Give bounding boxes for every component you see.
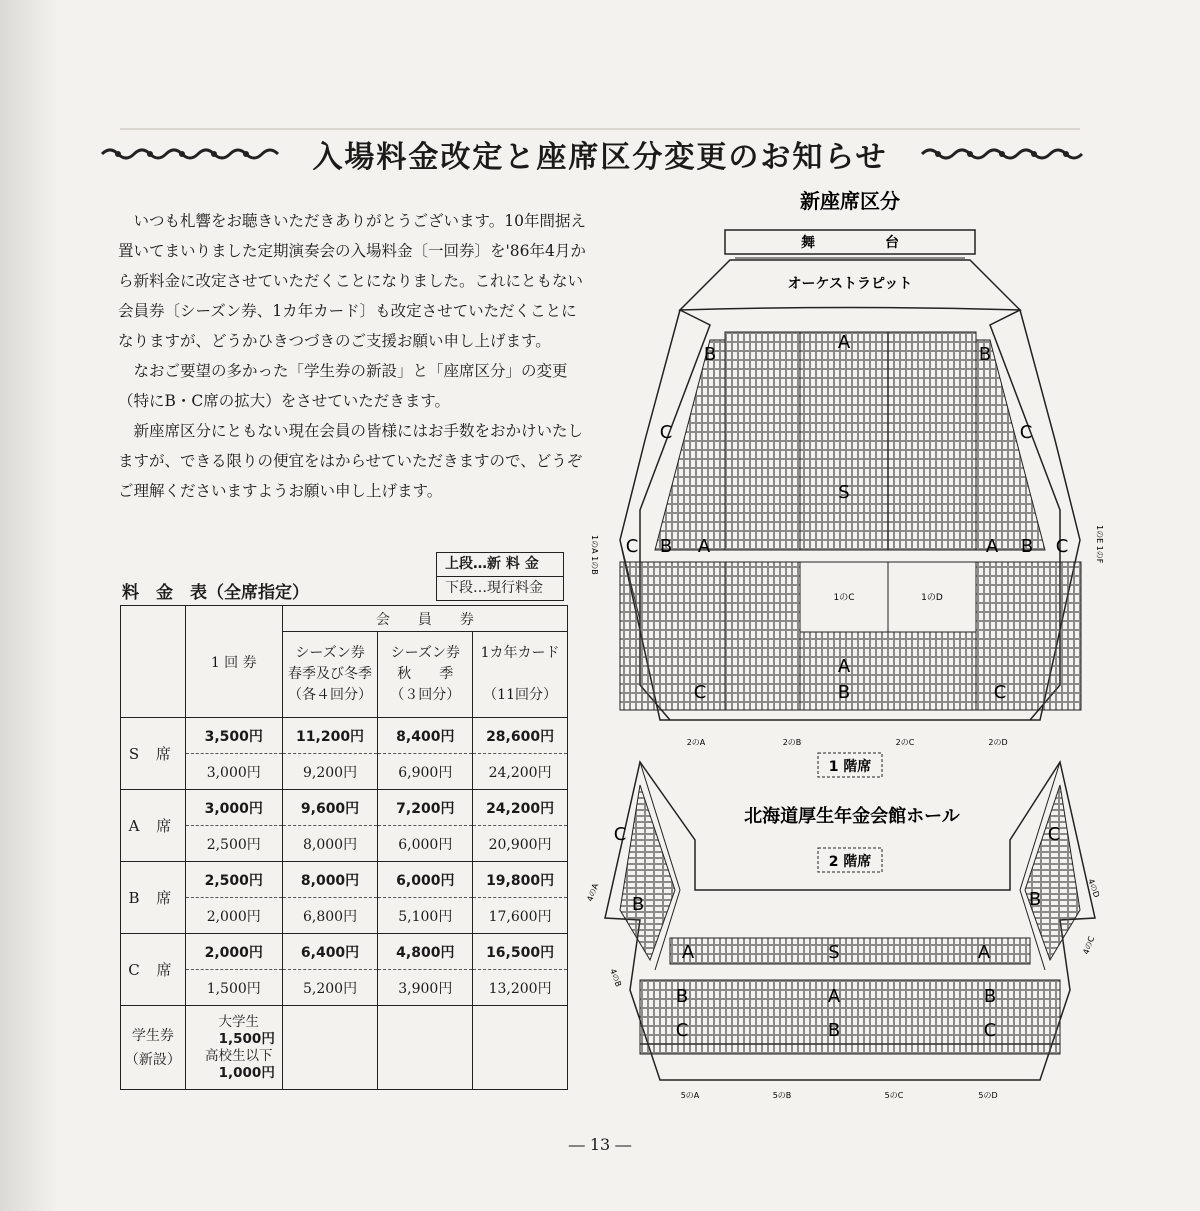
price-cell: 8,000円 <box>282 862 378 898</box>
door-label: 2のB <box>782 738 802 747</box>
price-cell: 11,200円 <box>282 718 378 754</box>
price-cell: 3,000円 <box>185 790 282 826</box>
door-label: 4のA <box>585 882 601 903</box>
price-cell: 2,500円 <box>185 826 282 862</box>
zone-b-label: B <box>1020 536 1034 557</box>
price-cell: 24,200円 <box>473 790 568 826</box>
price-cell: 6,000円 <box>378 862 473 898</box>
price-cell: 2,500円 <box>185 862 282 898</box>
zone-c-label: C <box>1055 536 1069 557</box>
door-label: 2のC <box>895 738 915 747</box>
zone-c-label: C <box>625 536 639 557</box>
legend-lower: 下段…現行料金 <box>445 580 543 596</box>
door-label: 4のD <box>1086 877 1102 899</box>
announcement-text <box>118 206 588 506</box>
price-cell: 9,200円 <box>282 754 378 790</box>
title-row <box>100 130 1090 176</box>
door-label: 4のC <box>1081 935 1097 956</box>
door-label: 5のB <box>772 1091 792 1100</box>
price-cell: 13,200円 <box>473 970 568 1006</box>
zone-b-label: B <box>983 986 997 1007</box>
side-door-right: 1のE 1のF <box>1095 525 1104 564</box>
row-label-a: A 席 <box>121 790 186 862</box>
right-ornament-icon <box>920 144 1090 164</box>
seat-block <box>655 340 725 550</box>
price-legend <box>436 552 564 601</box>
zone-a-label: A <box>985 536 999 557</box>
row-label-student: 学生券 （新設） <box>121 1006 186 1090</box>
seat-block <box>640 980 1060 1044</box>
paragraph-3: 新座席区分にともない現在会員の皆様にはお手数をおかけいたしますが、できる限りの便宜をはからせていただきますので、どうぞご理解くださいますようお願い申し上げます。 <box>118 422 584 500</box>
fee-table-title: 料 金 表（全席指定） <box>122 583 309 603</box>
price-cell: 24,200円 <box>473 754 568 790</box>
zone-b-label: B <box>631 894 645 915</box>
seat-block <box>620 562 725 710</box>
hall-name: 北海道厚生年金会館ホール <box>744 806 960 827</box>
zone-c-label: C <box>613 824 627 845</box>
page-number: ― 13 ― <box>568 1135 632 1154</box>
seat-block <box>976 562 1081 710</box>
seat-block <box>670 938 1030 964</box>
stage-label: 舞 台 <box>801 235 899 251</box>
price-cell: 3,500円 <box>185 718 282 754</box>
price-cell: 8,000円 <box>282 826 378 862</box>
zone-a-label: A <box>977 942 991 963</box>
zone-a-label: A <box>837 656 851 677</box>
zone-c-label: C <box>659 422 673 443</box>
seat-block <box>725 562 800 710</box>
price-cell: 6,400円 <box>282 934 378 970</box>
seat-block <box>800 632 976 710</box>
zone-a-label: A <box>827 986 841 1007</box>
empty-cell <box>473 1006 568 1090</box>
fee-table <box>120 605 568 1090</box>
zone-s-label: S <box>828 942 840 963</box>
header-season-b: シーズン券 秋 季 （３回分） <box>378 632 473 718</box>
price-cell: 6,000円 <box>378 826 473 862</box>
zone-c-label: C <box>1019 422 1033 443</box>
door-label: 5のD <box>978 1091 998 1100</box>
price-cell: 20,900円 <box>473 826 568 862</box>
page-gutter-shadow <box>0 0 60 1211</box>
header-annual: 1カ年カード （11回分） <box>473 632 568 718</box>
seating-diagram <box>585 180 1104 1100</box>
price-cell: 1,500円 <box>185 970 282 1006</box>
price-cell: 19,800円 <box>473 862 568 898</box>
header-member: 会 員 券 <box>282 606 567 632</box>
zone-b-label: B <box>703 344 717 365</box>
door-label: 2のD <box>988 738 1008 747</box>
block-1c-label: 1のC <box>833 593 855 603</box>
zone-c-label: C <box>675 1020 689 1041</box>
price-cell: 4,800円 <box>378 934 473 970</box>
page-title: 入場料金改定と座席区分変更のお知らせ <box>312 140 888 175</box>
zone-b-label: B <box>1028 889 1042 910</box>
price-cell: 17,600円 <box>473 898 568 934</box>
side-door-left: 1のA 1のB <box>590 535 599 575</box>
price-cell: 5,200円 <box>282 970 378 1006</box>
price-cell: 9,600円 <box>282 790 378 826</box>
floor1-label: 1 階席 <box>828 759 872 775</box>
student-prices: 大学生 1,500円 高校生以下 1,000円 <box>185 1006 282 1090</box>
floor2-label: 2 階席 <box>828 854 872 870</box>
legend-upper: 上段…新 料 金 <box>437 553 563 577</box>
door-label: 2のA <box>686 738 706 747</box>
zone-c-label: C <box>983 1020 997 1041</box>
zone-b-label: B <box>978 344 992 365</box>
price-cell: 3,900円 <box>378 970 473 1006</box>
price-cell: 3,000円 <box>185 754 282 790</box>
price-cell: 5,100円 <box>378 898 473 934</box>
price-cell: 28,600円 <box>473 718 568 754</box>
zone-c-label: C <box>693 682 707 703</box>
left-ornament-icon <box>100 144 280 164</box>
paragraph-1: いつも札響をお聴きいただきありがとうございます。10年間据え置いてまいりました定期演奏会の入場料金〔一回券〕を'86年4月から新料金に改定させていただくことになりました。これにともない会員券〔シーズン券、1カ年カード〕も改定させていただくことになりますが、どうかひきつづきのご支援お願い申し上げます。 <box>118 212 586 350</box>
empty-cell <box>378 1006 473 1090</box>
zone-b-label: B <box>659 536 673 557</box>
price-cell: 2,000円 <box>185 898 282 934</box>
pit-label: オーケストラピット <box>787 276 913 292</box>
zone-b-label: B <box>675 986 689 1007</box>
door-label: 4のB <box>608 967 623 989</box>
price-cell: 16,500円 <box>473 934 568 970</box>
zone-s-label: S <box>838 482 850 503</box>
seat-block <box>888 332 976 550</box>
price-cell: 2,000円 <box>185 934 282 970</box>
zone-a-label: A <box>697 536 711 557</box>
block-1d-label: 1のD <box>921 593 943 603</box>
door-label: 5のA <box>680 1091 700 1100</box>
row-label-c: C 席 <box>121 934 186 1006</box>
row-label-b: B 席 <box>121 862 186 934</box>
header-season-a: シーズン券 春季及び冬季 （各４回分） <box>282 632 378 718</box>
price-cell: 7,200円 <box>378 790 473 826</box>
corner-cell <box>121 606 186 718</box>
seat-block <box>800 332 888 550</box>
door-label: 5のC <box>884 1091 904 1100</box>
seating-map <box>585 180 1104 1100</box>
price-cell: 8,400円 <box>378 718 473 754</box>
zone-a-label: A <box>681 942 695 963</box>
empty-cell <box>282 1006 378 1090</box>
zone-c-label: C <box>993 682 1007 703</box>
zone-b-label: B <box>837 682 851 703</box>
zone-a-label: A <box>837 332 851 353</box>
row-label-s: S 席 <box>121 718 186 790</box>
diagram-title: 新座席区分 <box>800 189 900 213</box>
header-single: 1 回 券 <box>185 606 282 718</box>
seat-block <box>640 1044 1060 1054</box>
zone-c-label: C <box>1047 824 1061 845</box>
seat-block <box>725 332 800 550</box>
zone-b-label: B <box>827 1020 841 1041</box>
price-cell: 6,800円 <box>282 898 378 934</box>
price-cell: 6,900円 <box>378 754 473 790</box>
paragraph-2: なおご要望の多かった「学生券の新設」と「座席区分」の変更（特にB・C席の拡大）をさせていただきます。 <box>118 362 568 410</box>
